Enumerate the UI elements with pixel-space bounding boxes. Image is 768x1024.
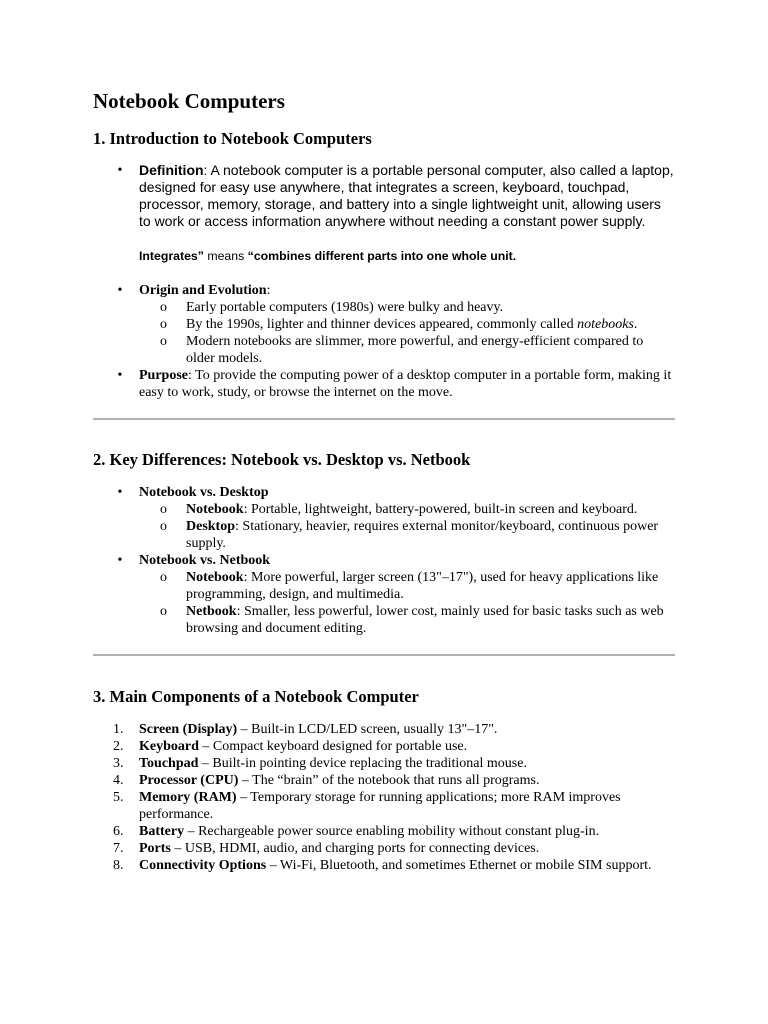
component-label: Processor (CPU) xyxy=(139,773,239,788)
component-label: Keyboard xyxy=(139,739,199,754)
definition-label: Definition xyxy=(139,162,204,178)
sub-bullet-icon: o xyxy=(160,604,167,619)
comparison-text: : More powerful, larger screen (13"–17"), used for heavy applications like programming, design, and multimedia. xyxy=(186,570,659,602)
note-word: Integrates” xyxy=(139,249,204,263)
component-item xyxy=(93,840,675,857)
origin-label: Origin and Evolution xyxy=(139,283,267,298)
section-heading-main-components: 3. Main Components of a Notebook Computer xyxy=(93,687,419,706)
sub-bullet-icon: o xyxy=(160,317,167,332)
origin-item-text: Early portable computers (1980s) were bulky and heavy. xyxy=(186,300,504,315)
comparison-text: : Portable, lightweight, battery-powered, built-in screen and keyboard. xyxy=(243,502,638,517)
component-label: Connectivity Options xyxy=(139,858,267,873)
comparison-label: Notebook xyxy=(186,570,244,585)
comparison-label: Notebook xyxy=(186,502,244,517)
origin-item xyxy=(139,333,675,367)
component-text: – Built-in LCD/LED screen, usually 13"–17". xyxy=(237,722,498,737)
sub-bullet-icon: o xyxy=(160,502,167,517)
sub-bullet-icon: o xyxy=(160,519,167,534)
list-item-purpose xyxy=(93,367,675,401)
component-label: Ports xyxy=(139,841,171,856)
item-number: 5. xyxy=(113,790,124,805)
comparison-item xyxy=(139,603,675,637)
component-item xyxy=(93,789,675,823)
list-item-notebook-vs-netbook xyxy=(93,552,675,637)
item-number: 6. xyxy=(113,824,124,839)
component-item xyxy=(93,721,675,738)
bullet-icon: • xyxy=(117,553,123,568)
origin-item-text: By the 1990s, lighter and thinner devices appeared, commonly called xyxy=(186,317,574,332)
horizontal-rule xyxy=(93,654,675,656)
component-text: – Rechargeable power source enabling mobility without constant plug-in. xyxy=(184,824,600,839)
component-label: Touchpad xyxy=(139,756,199,771)
components-list xyxy=(93,721,675,874)
origin-colon: : xyxy=(266,283,271,298)
component-item xyxy=(93,738,675,755)
integrates-note xyxy=(93,248,675,264)
list-item-origin xyxy=(93,282,675,367)
note-meaning: “combines different parts into one whole unit. xyxy=(247,249,517,263)
item-number: 2. xyxy=(113,739,124,754)
sub-bullet-icon: o xyxy=(160,570,167,585)
item-number: 1. xyxy=(113,722,124,737)
item-number: 8. xyxy=(113,858,124,873)
item-number: 4. xyxy=(113,773,124,788)
comparison-text: : Stationary, heavier, requires external monitor/keyboard, continuous power supply. xyxy=(186,519,659,551)
origin-item-text: Modern notebooks are slimmer, more powerful, and energy-efficient compared to older models. xyxy=(186,334,644,366)
comparison-label: Desktop xyxy=(186,519,236,534)
comparison-item xyxy=(139,569,675,603)
component-text: – Compact keyboard designed for portable use. xyxy=(198,739,468,754)
item-number: 3. xyxy=(113,756,124,771)
bullet-icon: • xyxy=(117,485,123,500)
comparison-text: : Smaller, less powerful, lower cost, mainly used for basic tasks such as web browsing and document editing. xyxy=(186,604,664,636)
origin-italic-word: notebooks xyxy=(577,317,634,332)
component-item xyxy=(93,823,675,840)
item-number: 7. xyxy=(113,841,124,856)
comparison-label: Netbook xyxy=(186,604,237,619)
purpose-label: Purpose xyxy=(139,368,188,383)
note-means: means xyxy=(203,249,248,263)
sub-bullet-icon: o xyxy=(160,334,167,349)
section-heading-key-differences: 2. Key Differences: Notebook vs. Desktop vs. Netbook xyxy=(93,450,471,469)
definition-text: : A notebook computer is a portable personal computer, also called a laptop, designed for easy use anywhere, that integrates a screen, keyboard, touchpad, processor, memory, storage, and battery into a single lightweight unit, allowing users to work or access information anywhere without needing a constant power supply. xyxy=(139,162,674,229)
component-label: Memory (RAM) xyxy=(139,790,237,805)
notebook-vs-netbook-sublist xyxy=(139,569,675,637)
group-label: Notebook vs. Netbook xyxy=(139,553,271,568)
bullet-icon: • xyxy=(117,368,123,383)
section-heading-introduction: 1. Introduction to Notebook Computers xyxy=(93,129,372,148)
component-label: Battery xyxy=(139,824,185,839)
comparison-item xyxy=(139,501,675,518)
origin-item xyxy=(139,299,675,316)
group-label: Notebook vs. Desktop xyxy=(139,485,269,500)
document-content xyxy=(93,86,675,874)
sub-bullet-icon: o xyxy=(160,300,167,315)
component-item xyxy=(93,857,675,874)
origin-item xyxy=(139,316,675,333)
component-item xyxy=(93,755,675,772)
origin-italic-after: . xyxy=(633,317,638,332)
component-label: Screen (Display) xyxy=(139,722,238,737)
component-text: – USB, HDMI, audio, and charging ports for connecting devices. xyxy=(170,841,540,856)
component-text: – The “brain” of the notebook that runs all programs. xyxy=(238,773,540,788)
introduction-list xyxy=(93,162,675,230)
bullet-icon: • xyxy=(117,283,123,298)
purpose-text: : To provide the computing power of a desktop computer in a portable form, making it easy to work, study, or browse the internet on the move. xyxy=(139,368,672,400)
list-item-definition xyxy=(93,162,675,230)
notebook-vs-desktop-sublist xyxy=(139,501,675,552)
component-text: – Wi-Fi, Bluetooth, and sometimes Ethernet or mobile SIM support. xyxy=(266,858,652,873)
component-text: – Temporary storage for running applications; more RAM improves performance. xyxy=(139,790,621,822)
comparison-item xyxy=(139,518,675,552)
origin-sublist xyxy=(139,299,675,367)
component-item xyxy=(93,772,675,789)
origin-purpose-list xyxy=(93,282,675,401)
document-title: Notebook Computers xyxy=(93,89,285,113)
horizontal-rule xyxy=(93,418,675,420)
differences-list xyxy=(93,484,675,637)
component-text: – Built-in pointing device replacing the traditional mouse. xyxy=(198,756,527,771)
list-item-notebook-vs-desktop xyxy=(93,484,675,552)
bullet-icon: • xyxy=(117,163,123,178)
